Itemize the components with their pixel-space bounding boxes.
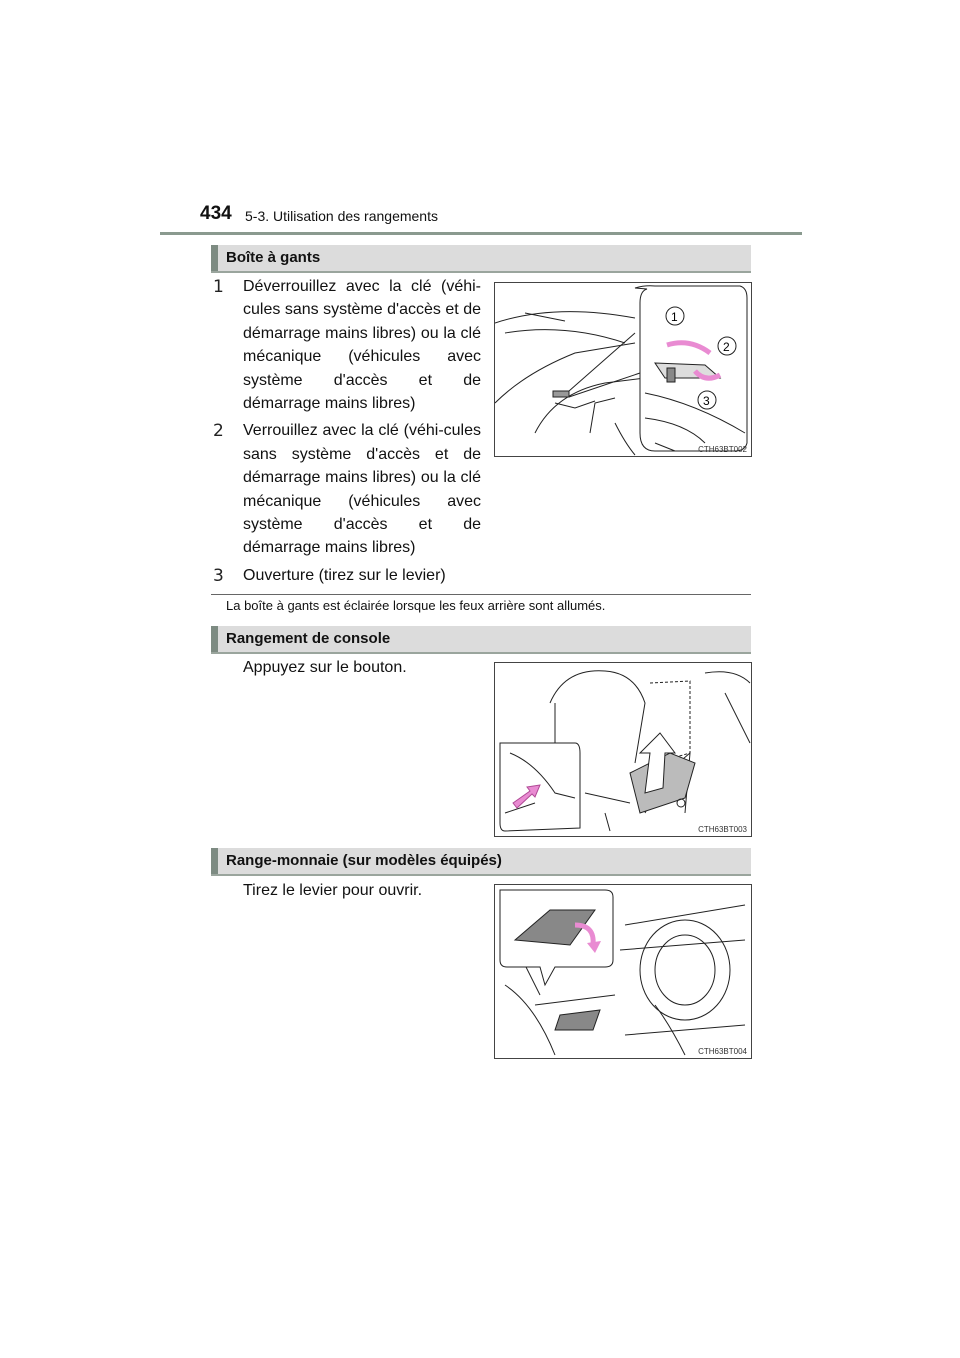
figure-code: CTH63BT004 [698,1047,747,1056]
callout-2: 2 [723,340,730,354]
section-title: Range-monnaie (sur modèles équipés) [226,852,502,869]
chapter-title: 5-3. Utilisation des rangements [245,208,438,224]
glovebox-note: La boîte à gants est éclairée lorsque les feux arrière sont allumés. [226,598,606,613]
section-title: Rangement de console [226,630,391,647]
coin-illustration [494,884,752,1059]
section-title: Boîte à gants [226,249,321,266]
header-rule [160,232,802,235]
figure-code: CTH63BT002 [698,445,747,454]
console-illustration [494,662,752,837]
section-header-console [211,626,751,654]
step-text: Verrouillez avec la clé (véhi-cules sans système d'accès et de démarrage mains libres) ou la clé mécanique (véhicules avec système d'accès et de démarrage mains libres) [243,422,481,557]
section-accent [211,245,218,271]
callout-1: 1 [671,310,678,324]
step-text: Ouverture (tirez sur le levier) [243,566,446,584]
figure-code: CTH63BT003 [698,825,747,834]
coin-instruction: Tirez le levier pour ouvrir. [243,882,423,899]
section-accent [211,848,218,874]
callout-3: 3 [703,394,710,408]
step-1 [213,275,481,415]
step-text: Déverrouillez avec la clé (véhi-cules sans système d'accès et de démarrage mains libres) ou la clé mécanique (véhicules avec système d'accès et de démarrage mains libres) [243,278,481,413]
step-number: 2 [213,421,224,442]
glovebox-illustration [494,282,752,457]
step-number: 3 [213,565,224,586]
note-rule [211,594,751,595]
glovebox-drawing [495,283,751,456]
page-number: 434 [200,203,232,224]
step-number: 1 [213,277,224,297]
section-header-glovebox [211,245,751,273]
step-3 [213,564,481,587]
coin-drawing [495,885,751,1058]
console-instruction: Appuyez sur le bouton. [243,659,407,676]
console-drawing [495,663,751,836]
glovebox-steps [213,275,481,591]
step-2 [213,419,481,559]
section-header-coin [211,848,751,876]
section-accent [211,626,218,652]
